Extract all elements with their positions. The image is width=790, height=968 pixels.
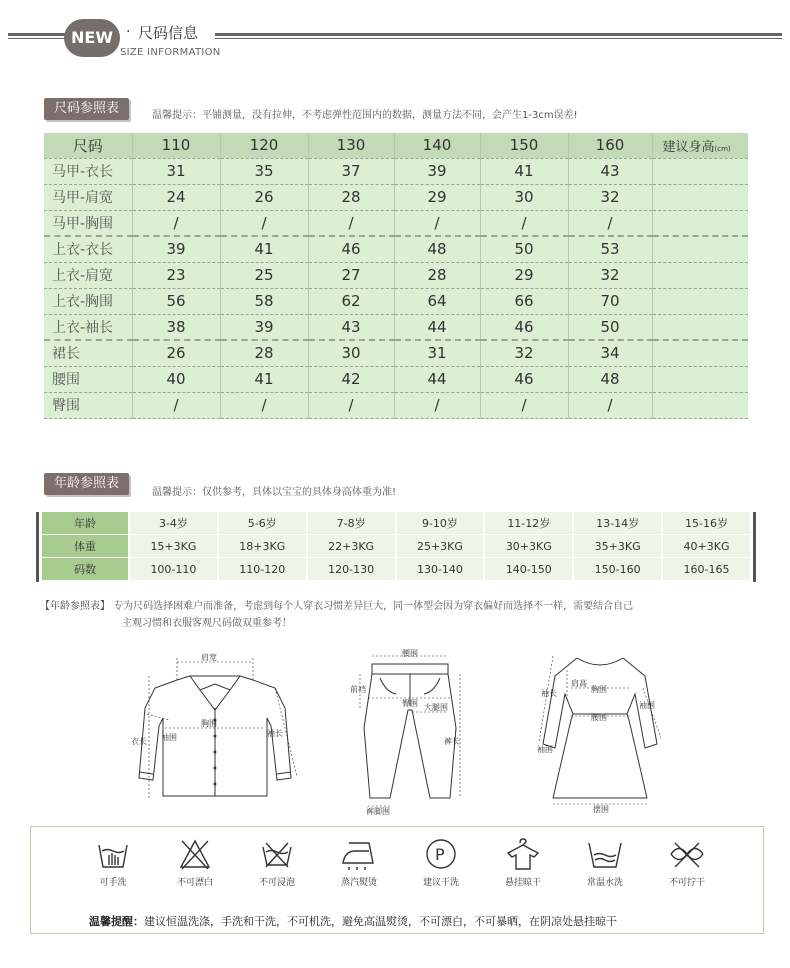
care-item bbox=[483, 837, 563, 888]
age-cell: 35+3KG bbox=[574, 535, 661, 558]
size-row-name: 上衣-胸围 bbox=[44, 288, 132, 314]
dress-sleeve-length-label: 袖长 bbox=[541, 689, 557, 698]
size-cell: 41 bbox=[480, 158, 568, 184]
care-label: 可手洗 bbox=[99, 878, 127, 888]
care-item bbox=[647, 837, 727, 888]
size-header-cell: 130 bbox=[308, 133, 394, 158]
height-cell bbox=[652, 314, 748, 340]
pants-waist-label: 腰围 bbox=[402, 649, 418, 658]
size-row bbox=[44, 366, 748, 392]
pants-length-label: 裤长 bbox=[444, 737, 460, 746]
size-cell: 27 bbox=[308, 262, 394, 288]
age-row-name: 体重 bbox=[42, 535, 128, 558]
age-row bbox=[42, 512, 750, 535]
size-chart-tip: 温馨提示：平铺测量，没有拉伸，不考虑弹性范围内的数据，测量方法不同，会产生1-3cm误差! bbox=[152, 110, 578, 121]
age-note-line1: 专为尺码选择困难户而准备，考虑到每个人穿衣习惯差异巨大，同一体型会因为穿衣偏好而选择不一样，需要结合自己 bbox=[113, 601, 634, 612]
age-note-key: 【年龄参照表】 bbox=[40, 601, 110, 612]
pants-thigh-label: 大腿围 bbox=[424, 703, 448, 712]
size-header-cell: 尺码 bbox=[44, 133, 132, 158]
size-cell: / bbox=[220, 392, 308, 418]
size-cell: 39 bbox=[220, 314, 308, 340]
dress-sleeve-width-label: 袖围 bbox=[639, 701, 655, 710]
age-cell: 7-8岁 bbox=[308, 512, 395, 535]
header-rule-right bbox=[215, 33, 782, 36]
size-cell: 31 bbox=[132, 158, 220, 184]
size-cell: 44 bbox=[394, 314, 480, 340]
dress-chest-label: 胸围 bbox=[591, 685, 607, 694]
age-cell: 15-16岁 bbox=[663, 512, 750, 535]
size-cell: 48 bbox=[568, 366, 652, 392]
size-row bbox=[44, 210, 748, 236]
care-label: 不可浸泡 bbox=[258, 878, 295, 888]
height-cell bbox=[652, 340, 748, 366]
size-header-row bbox=[44, 133, 748, 158]
age-chart-tip: 温馨提示：仅供参考，具体以宝宝的具体身高体重为准! bbox=[152, 487, 397, 498]
size-cell: 28 bbox=[220, 340, 308, 366]
care-label: 蒸汽熨烫 bbox=[340, 878, 377, 888]
pants-hip-label: 臀围 bbox=[402, 699, 418, 708]
size-cell: 37 bbox=[308, 158, 394, 184]
size-chart-label: 尺码参照表 bbox=[44, 98, 129, 120]
care-item bbox=[73, 837, 153, 888]
height-header-label: 建议身高 bbox=[662, 139, 715, 155]
age-note-line2: 主观习惯和衣服客观尺码做双重参考！ bbox=[122, 618, 292, 629]
size-cell: 31 bbox=[394, 340, 480, 366]
age-cell: 22+3KG bbox=[308, 535, 395, 558]
no-soak-icon bbox=[260, 837, 294, 871]
size-row-name: 裙长 bbox=[44, 340, 132, 366]
size-row bbox=[44, 262, 748, 288]
height-cell bbox=[652, 210, 748, 236]
care-box bbox=[30, 826, 764, 934]
size-cell: 43 bbox=[568, 158, 652, 184]
shirt-chest-label: 胸围 bbox=[201, 719, 217, 728]
dress-cuff-label: 袖围 bbox=[537, 745, 553, 754]
header-rule-left bbox=[8, 33, 68, 36]
height-cell bbox=[652, 158, 748, 184]
header-subtitle: SIZE INFORMATION bbox=[120, 47, 221, 58]
age-cell: 3-4岁 bbox=[130, 512, 217, 535]
size-cell: 28 bbox=[308, 184, 394, 210]
header-dot: · bbox=[126, 24, 131, 40]
dress-armhole-label: 肩高 bbox=[571, 679, 587, 688]
age-cell: 100-110 bbox=[130, 558, 217, 581]
size-cell: 46 bbox=[308, 236, 394, 262]
size-table bbox=[44, 133, 748, 419]
size-cell: 29 bbox=[480, 262, 568, 288]
age-cell: 40+3KG bbox=[663, 535, 750, 558]
age-cell: 13-14岁 bbox=[574, 512, 661, 535]
age-row-name: 码数 bbox=[42, 558, 128, 581]
care-label: 不可拧干 bbox=[668, 878, 705, 888]
age-cell: 150-160 bbox=[574, 558, 661, 581]
dress-hem-label: 摆围 bbox=[593, 805, 609, 813]
size-cell: / bbox=[568, 210, 652, 236]
size-cell: 58 bbox=[220, 288, 308, 314]
height-cell bbox=[652, 366, 748, 392]
size-cell: / bbox=[308, 210, 394, 236]
age-cell: 120-130 bbox=[308, 558, 395, 581]
size-cell: 32 bbox=[568, 262, 652, 288]
care-note bbox=[89, 913, 617, 929]
age-note bbox=[40, 598, 760, 632]
size-row-name: 腰围 bbox=[44, 366, 132, 392]
size-header-cell: 160 bbox=[568, 133, 652, 158]
size-cell: / bbox=[480, 392, 568, 418]
size-cell: 70 bbox=[568, 288, 652, 314]
care-label: 建议干洗 bbox=[422, 878, 459, 888]
size-row bbox=[44, 314, 748, 340]
size-cell: 23 bbox=[132, 262, 220, 288]
age-cell: 140-150 bbox=[485, 558, 572, 581]
size-cell: / bbox=[220, 210, 308, 236]
shirt-sleeve-label: 袖长 bbox=[267, 729, 283, 738]
care-item bbox=[155, 837, 235, 888]
size-cell: 38 bbox=[132, 314, 220, 340]
age-table bbox=[40, 512, 752, 581]
age-cell: 11-12岁 bbox=[485, 512, 572, 535]
shirt-illustration bbox=[125, 648, 305, 808]
care-item bbox=[565, 837, 645, 888]
size-row bbox=[44, 340, 748, 366]
age-cell: 30+3KG bbox=[485, 535, 572, 558]
age-row-name: 年龄 bbox=[42, 512, 128, 535]
age-cell: 130-140 bbox=[397, 558, 484, 581]
age-cell: 15+3KG bbox=[130, 535, 217, 558]
size-cell: 28 bbox=[394, 262, 480, 288]
age-cell: 18+3KG bbox=[219, 535, 306, 558]
pants-leg-opening-label: 裤脚围 bbox=[366, 807, 390, 816]
size-row bbox=[44, 288, 748, 314]
size-cell: 56 bbox=[132, 288, 220, 314]
header-rule-left-thin bbox=[8, 38, 68, 39]
height-cell bbox=[652, 288, 748, 314]
no-bleach-icon bbox=[178, 837, 212, 871]
size-cell: / bbox=[394, 210, 480, 236]
size-cell: 39 bbox=[132, 236, 220, 262]
size-cell: 35 bbox=[220, 158, 308, 184]
shirt-shoulder-label: 肩宽 bbox=[201, 653, 217, 662]
size-row-name: 上衣-肩宽 bbox=[44, 262, 132, 288]
hand-wash-icon bbox=[96, 837, 130, 871]
care-note-text: 建议恒温洗涤，手洗和干洗，不可机洗，避免高温熨烫，不可漂白，不可暴晒，在阴凉处悬挂晾干 bbox=[144, 915, 617, 928]
size-cell: 50 bbox=[568, 314, 652, 340]
size-row-name: 上衣-衣长 bbox=[44, 236, 132, 262]
care-label: 不可漂白 bbox=[176, 878, 213, 888]
size-cell: 42 bbox=[308, 366, 394, 392]
size-cell: 41 bbox=[220, 236, 308, 262]
size-row-name: 臀围 bbox=[44, 392, 132, 418]
section-header bbox=[0, 0, 790, 75]
size-row-name: 上衣-袖长 bbox=[44, 314, 132, 340]
size-row-name: 马甲-胸围 bbox=[44, 210, 132, 236]
header-rule-right-thin bbox=[215, 38, 782, 39]
size-cell: 46 bbox=[480, 366, 568, 392]
size-row bbox=[44, 236, 748, 262]
pants-illustration bbox=[350, 648, 470, 816]
care-item bbox=[319, 837, 399, 888]
shirt-length-label: 衣长 bbox=[131, 737, 147, 746]
dress-waist-label: 腰围 bbox=[591, 713, 607, 722]
size-row bbox=[44, 158, 748, 184]
size-header-cell: 150 bbox=[480, 133, 568, 158]
dry-clean-icon bbox=[424, 837, 458, 871]
size-cell: 53 bbox=[568, 236, 652, 262]
size-cell: 44 bbox=[394, 366, 480, 392]
size-cell: / bbox=[308, 392, 394, 418]
age-row bbox=[42, 535, 750, 558]
size-cell: 46 bbox=[480, 314, 568, 340]
size-cell: 41 bbox=[220, 366, 308, 392]
care-item bbox=[401, 837, 481, 888]
height-unit: (cm) bbox=[714, 144, 731, 153]
normal-temp-wash-icon bbox=[586, 837, 624, 871]
steam-iron-icon bbox=[339, 837, 379, 871]
care-item bbox=[237, 837, 317, 888]
size-cell: 25 bbox=[220, 262, 308, 288]
dry-clean-symbol: P bbox=[435, 845, 445, 864]
size-cell: / bbox=[568, 392, 652, 418]
size-cell: 29 bbox=[394, 184, 480, 210]
size-row-name: 马甲-肩宽 bbox=[44, 184, 132, 210]
size-cell: / bbox=[132, 392, 220, 418]
size-cell: 26 bbox=[132, 340, 220, 366]
no-wring-icon bbox=[667, 837, 707, 871]
height-cell bbox=[652, 392, 748, 418]
age-cell: 9-10岁 bbox=[397, 512, 484, 535]
height-cell bbox=[652, 236, 748, 262]
size-cell: 30 bbox=[480, 184, 568, 210]
size-header-cell: 120 bbox=[220, 133, 308, 158]
size-cell: 62 bbox=[308, 288, 394, 314]
hang-dry-icon bbox=[503, 837, 543, 871]
size-row bbox=[44, 184, 748, 210]
care-label: 悬挂晾干 bbox=[504, 878, 541, 888]
size-cell: 66 bbox=[480, 288, 568, 314]
shirt-sleeve-width-label: 袖围 bbox=[161, 733, 177, 742]
age-cell: 160-165 bbox=[663, 558, 750, 581]
size-cell: / bbox=[480, 210, 568, 236]
size-cell: 26 bbox=[220, 184, 308, 210]
size-cell: 34 bbox=[568, 340, 652, 366]
size-cell: 43 bbox=[308, 314, 394, 340]
header-title: 尺码信息 bbox=[138, 24, 199, 42]
size-cell: 30 bbox=[308, 340, 394, 366]
age-cell: 5-6岁 bbox=[219, 512, 306, 535]
height-cell bbox=[652, 184, 748, 210]
size-cell: 39 bbox=[394, 158, 480, 184]
pants-front-rise-label: 前裆 bbox=[350, 685, 366, 694]
size-header-cell: 110 bbox=[132, 133, 220, 158]
height-header-cell bbox=[652, 133, 748, 158]
age-row bbox=[42, 558, 750, 581]
size-cell: 24 bbox=[132, 184, 220, 210]
size-cell: 50 bbox=[480, 236, 568, 262]
size-row-name: 马甲-衣长 bbox=[44, 158, 132, 184]
size-row bbox=[44, 392, 748, 418]
new-badge: NEW bbox=[64, 19, 120, 57]
size-cell: / bbox=[394, 392, 480, 418]
age-chart-label: 年龄参照表 bbox=[44, 473, 129, 495]
size-cell: 32 bbox=[568, 184, 652, 210]
size-cell: 64 bbox=[394, 288, 480, 314]
care-note-key: 温馨提醒： bbox=[89, 915, 144, 928]
age-cell: 25+3KG bbox=[397, 535, 484, 558]
height-cell bbox=[652, 262, 748, 288]
size-cell: 32 bbox=[480, 340, 568, 366]
dress-illustration bbox=[525, 648, 675, 813]
size-header-cell: 140 bbox=[394, 133, 480, 158]
care-label: 常温水洗 bbox=[586, 878, 623, 888]
size-cell: / bbox=[132, 210, 220, 236]
age-cell: 110-120 bbox=[219, 558, 306, 581]
size-cell: 40 bbox=[132, 366, 220, 392]
size-cell: 48 bbox=[394, 236, 480, 262]
